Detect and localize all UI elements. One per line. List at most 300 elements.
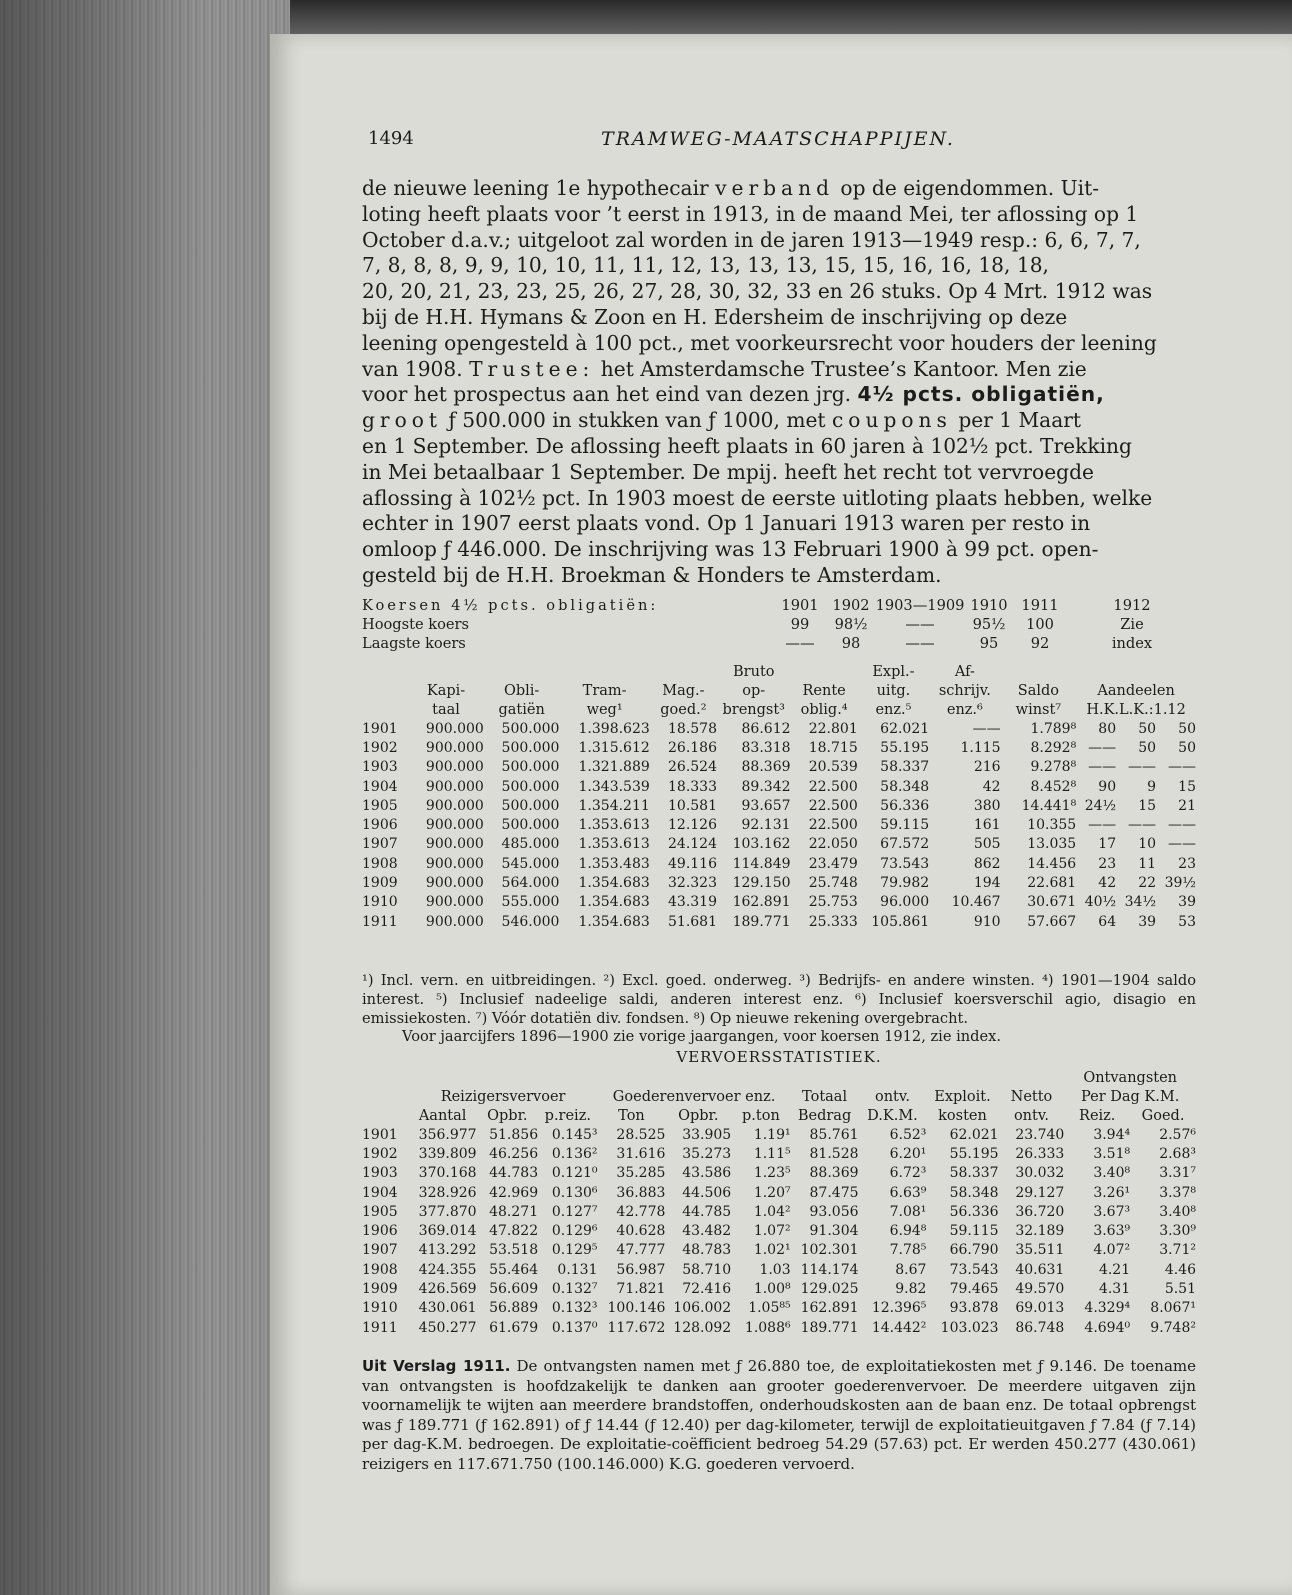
- column-header: ontv.: [874, 1088, 910, 1105]
- column-header: Af-: [954, 663, 975, 680]
- table-cell: 56.336: [880, 797, 930, 814]
- column-header: [362, 1106, 409, 1125]
- table-cell: 24.124: [668, 836, 717, 853]
- table-cell: 430.061: [418, 1300, 477, 1317]
- table-cell: 216: [973, 759, 1001, 776]
- table-cell: 18.578: [668, 720, 717, 737]
- table-cell: ——: [1088, 759, 1117, 776]
- table-cell: 93.056: [809, 1203, 859, 1220]
- table-cell: 25.748: [808, 875, 858, 892]
- body-line: leening opengesteld à 100 pct., met voorkeursrecht voor houders der leening: [362, 330, 1157, 355]
- table-cell: 23: [1098, 855, 1117, 872]
- table-cell: 1.19¹: [753, 1126, 791, 1143]
- table-cell: 0.136²: [551, 1145, 598, 1162]
- table-cell: 44.506: [682, 1184, 732, 1201]
- table-cell: 58.348: [949, 1184, 999, 1201]
- row-year: 1902: [362, 1145, 398, 1162]
- row-year: 1907: [362, 836, 398, 853]
- table-cell: 4.07²: [1093, 1242, 1131, 1259]
- body-text: [362, 176, 1196, 589]
- table-cell: 22: [1138, 875, 1157, 892]
- row-year: 1901: [362, 720, 398, 737]
- table-cell: 1.03: [759, 1261, 791, 1278]
- table-cell: 33.905: [682, 1126, 732, 1143]
- table-header-row: [362, 681, 1196, 700]
- column-header: [362, 681, 408, 700]
- column-header: uitg.: [876, 682, 911, 699]
- table-cell: 40.631: [1015, 1261, 1065, 1278]
- table-cell: 339.809: [418, 1145, 477, 1162]
- table-cell: ——: [1088, 817, 1117, 834]
- table-cell: 1.354.683: [578, 894, 650, 911]
- table-cell: 12.126: [668, 817, 717, 834]
- table-cell: 4.31: [1098, 1281, 1131, 1298]
- table-cell: 18.715: [808, 739, 858, 756]
- table-cell: 42: [1098, 875, 1117, 892]
- running-title: TRAMWEG-MAATSCHAPPIJEN.: [601, 128, 955, 150]
- table-cell: 14.456: [1027, 855, 1077, 872]
- table-cell: 426.569: [418, 1281, 477, 1298]
- row-year: 1910: [362, 894, 398, 911]
- table-row: [362, 719, 1196, 738]
- column-header: [362, 662, 408, 681]
- financial-results-table: [362, 662, 1196, 931]
- column-header: Reizigersvervoer: [440, 1088, 566, 1105]
- book-page-edges: [0, 0, 290, 1595]
- column-header: [408, 662, 484, 681]
- column-header: [791, 1068, 859, 1087]
- column-header: Expl.-: [872, 663, 915, 680]
- table-cell: 2.68³: [1159, 1145, 1196, 1162]
- table-cell: 500.000: [501, 817, 560, 834]
- table-cell: 48.783: [682, 1242, 732, 1259]
- table-cell: 31.616: [616, 1145, 666, 1162]
- table-cell: 1.23⁵: [753, 1165, 791, 1182]
- table-cell: 91.304: [809, 1223, 859, 1240]
- table-cell: 4.329⁴: [1084, 1300, 1131, 1317]
- table-cell: 0.132³: [551, 1300, 598, 1317]
- column-header: [477, 1068, 539, 1087]
- column-header: [926, 1068, 998, 1087]
- table-cell: 0.132⁷: [551, 1281, 598, 1298]
- table-cell: 96.000: [880, 894, 930, 911]
- table-cell: 114.849: [732, 855, 791, 872]
- table-cell: 15: [1178, 778, 1196, 795]
- table-cell: ——: [1168, 759, 1196, 776]
- table-cell: 413.292: [418, 1242, 477, 1259]
- table-cell: 128.092: [673, 1319, 732, 1336]
- table-cell: 1.315.612: [578, 739, 650, 756]
- table-cell: 900.000: [425, 817, 484, 834]
- table-cell: 1.00⁸: [753, 1281, 791, 1298]
- table-cell: 0.129⁶: [551, 1223, 598, 1240]
- table-cell: 14.442²: [871, 1319, 927, 1336]
- column-header: Tram-: [582, 682, 627, 699]
- table-cell: 546.000: [501, 913, 560, 930]
- table-cell: 53: [1178, 913, 1196, 930]
- table-cell: 34½: [1124, 894, 1157, 911]
- table-row: [362, 893, 1196, 912]
- row-year: 1911: [362, 1319, 398, 1336]
- table-cell: 380: [973, 797, 1001, 814]
- table-header-row: [362, 1106, 1196, 1125]
- column-header: [665, 1068, 731, 1087]
- column-header: Mag.-: [662, 682, 705, 699]
- column-header: Saldo: [1017, 682, 1059, 699]
- bold-heading-obligatien: 4½ pcts. obligatiën,: [857, 382, 1105, 407]
- column-header: Goed.: [1141, 1107, 1185, 1124]
- table-cell: 1.07²: [753, 1223, 791, 1240]
- table-cell: 5.51: [1164, 1281, 1196, 1298]
- column-header: op-: [742, 682, 766, 699]
- table-cell: 79.982: [880, 875, 930, 892]
- column-header: Aandeelen: [1097, 682, 1175, 699]
- page-header: [368, 128, 1188, 154]
- table-cell: 900.000: [425, 778, 484, 795]
- table-cell: 62.021: [949, 1126, 999, 1143]
- column-header: Aantal: [418, 1107, 467, 1124]
- row-year: 1909: [362, 1281, 398, 1298]
- table-cell: 22.681: [1027, 875, 1077, 892]
- table-cell: 9.748²: [1150, 1319, 1196, 1336]
- column-header: [362, 700, 408, 719]
- table-cell: 73.543: [949, 1261, 999, 1278]
- table-cell: 9.278⁸: [1030, 759, 1077, 776]
- table-cell: 59.115: [880, 817, 930, 834]
- table-cell: 35.285: [616, 1165, 666, 1182]
- table-cell: 450.277: [418, 1319, 477, 1336]
- table-cell: 7.08¹: [889, 1203, 927, 1220]
- table-cell: 4.21: [1098, 1261, 1131, 1278]
- table-cell: 1.353.613: [578, 817, 650, 834]
- table-cell: 500.000: [501, 797, 560, 814]
- table-cell: 90: [1098, 778, 1117, 795]
- table-cell: 564.000: [501, 875, 560, 892]
- table-cell: 42.778: [616, 1203, 666, 1220]
- table-cell: 0.129⁵: [551, 1242, 598, 1259]
- table-cell: 900.000: [425, 739, 484, 756]
- table-cell: 0.145³: [551, 1126, 598, 1143]
- column-header: [598, 1068, 666, 1087]
- table-cell: 30.671: [1027, 894, 1077, 911]
- table-row: [362, 738, 1196, 757]
- column-header: Bruto: [733, 663, 775, 680]
- table-cell: 10.467: [951, 894, 1001, 911]
- table-cell: ——: [1168, 817, 1196, 834]
- table-cell: 3.67³: [1093, 1203, 1131, 1220]
- table-cell: 4.694⁰: [1084, 1319, 1131, 1336]
- table-cell: 500.000: [501, 739, 560, 756]
- table-cell: 3.37⁸: [1159, 1184, 1196, 1201]
- table-cell: 3.40⁸: [1093, 1165, 1131, 1182]
- table-cell: 17: [1098, 836, 1117, 853]
- table-cell: 1.789⁸: [1030, 720, 1077, 737]
- table-row: [362, 873, 1196, 892]
- table-cell: 25.753: [808, 894, 858, 911]
- table-cell: 51.856: [489, 1126, 539, 1143]
- column-header: ontv.: [1013, 1107, 1049, 1124]
- table-cell: 50: [1138, 720, 1157, 737]
- table-cell: 86.612: [741, 720, 791, 737]
- column-header: enz.⁵: [875, 701, 912, 718]
- table-cell: 26.186: [668, 739, 717, 756]
- body-line: bij de H.H. Hymans & Zoon en H. Edersheim de inschrijving op deze: [362, 304, 1068, 329]
- table-cell: 93.878: [949, 1300, 999, 1317]
- table-cell: 106.002: [673, 1300, 732, 1317]
- table-cell: 23.740: [1015, 1126, 1065, 1143]
- table-cell: 88.369: [741, 759, 791, 776]
- table-cell: 40.628: [616, 1223, 666, 1240]
- table-cell: 47.822: [489, 1223, 539, 1240]
- table-cell: 6.72³: [889, 1165, 927, 1182]
- column-header: gatiën: [498, 701, 545, 718]
- table-cell: 56.336: [949, 1203, 999, 1220]
- table-cell: 117.672: [607, 1319, 666, 1336]
- column-header: Ton: [618, 1107, 645, 1124]
- table-cell: 500.000: [501, 720, 560, 737]
- body-line: 20, 20, 21, 23, 23, 25, 26, 27, 28, 30, 32, 33 en 26 stuks. Op 4 Mrt. 1912 was: [362, 279, 1153, 304]
- table-cell: 3.63⁹: [1093, 1223, 1131, 1240]
- body-line: de nieuwe leening 1e hypothecair verband op de eigendommen. Uit-: [362, 176, 1100, 200]
- column-header: taal: [432, 701, 460, 718]
- vervoer-title: VERVOERSSTATISTIEK.: [676, 1048, 882, 1066]
- body-line: loting heeft plaats voor ’t eerst in 1913, in de maand Mei, ter aflossing op 1: [362, 201, 1139, 226]
- table-cell: 1.354.683: [578, 875, 650, 892]
- column-header: Reiz.: [1079, 1107, 1116, 1124]
- table-cell: 1.353.483: [578, 855, 650, 872]
- column-header: [409, 1068, 477, 1087]
- column-header: [859, 1068, 927, 1087]
- report-heading: Uit Verslag 1911.: [362, 1357, 511, 1375]
- table-cell: 369.014: [418, 1223, 477, 1240]
- table-cell: 8.067¹: [1150, 1300, 1196, 1317]
- column-header: Opbr.: [678, 1107, 719, 1124]
- table-header-row: [362, 1068, 1196, 1087]
- column-header: Totaal: [802, 1088, 848, 1105]
- body-line: in Mei betaalbaar 1 September. De mpij. heeft het recht tot vervroegde: [362, 459, 1094, 484]
- table-row: [362, 1125, 1196, 1144]
- table-row: [362, 1202, 1196, 1221]
- table-cell: 3.40⁸: [1159, 1203, 1196, 1220]
- body-line: gesteld bij de H.H. Broekman & Honders te Amsterdam.: [362, 562, 942, 587]
- table-cell: 11: [1138, 855, 1157, 872]
- table-cell: 3.51⁸: [1093, 1145, 1131, 1162]
- table-cell: 103.162: [732, 836, 791, 853]
- table-cell: 500.000: [501, 759, 560, 776]
- table-cell: 55.464: [489, 1261, 539, 1278]
- table-cell: 1.321.889: [578, 759, 650, 776]
- table-cell: 910: [973, 913, 1001, 930]
- koersen-label: Koersen 4½ pcts. obligatiën:: [362, 597, 659, 614]
- table-cell: 15: [1138, 797, 1157, 814]
- table-cell: ——: [1128, 759, 1157, 776]
- row-year: 1908: [362, 855, 398, 872]
- table-cell: 505: [973, 836, 1001, 853]
- table-cell: 900.000: [425, 875, 484, 892]
- table-cell: 87.475: [809, 1184, 859, 1201]
- table-cell: 1.354.683: [578, 913, 650, 930]
- body-line: October d.a.v.; uitgeloot zal worden in de jaren 1913—1949 resp.: 6, 6, 7, 7,: [362, 227, 1141, 252]
- table-cell: 6.52³: [889, 1126, 927, 1143]
- body-line: groot ƒ 500.000 in stukken van ƒ 1000, met coupons per 1 Maart: [362, 408, 1082, 433]
- table-cell: 3.71²: [1159, 1242, 1196, 1259]
- table-cell: 189.771: [732, 913, 791, 930]
- column-header: [791, 662, 858, 681]
- table-cell: 1.04²: [753, 1203, 791, 1220]
- table-cell: 73.543: [880, 855, 930, 872]
- table-cell: 22.801: [808, 720, 858, 737]
- table-cell: 1.398.623: [578, 720, 650, 737]
- table-cell: 44.785: [682, 1203, 732, 1220]
- column-header: [1001, 662, 1077, 681]
- table-cell: 71.821: [616, 1281, 666, 1298]
- column-header: oblig.⁴: [800, 701, 848, 718]
- table-cell: 21: [1178, 797, 1196, 814]
- table-cell: 20.539: [808, 759, 858, 776]
- table-cell: 42.969: [489, 1184, 539, 1201]
- table-cell: 22.050: [808, 836, 858, 853]
- table-cell: 46.256: [489, 1145, 539, 1162]
- table-cell: 3.30⁹: [1159, 1223, 1196, 1240]
- table-cell: 80: [1098, 720, 1117, 737]
- table-cell: 43.586: [682, 1165, 732, 1182]
- table-cell: 862: [973, 855, 1001, 872]
- table-cell: 900.000: [425, 855, 484, 872]
- table-cell: 1.05⁸⁵: [748, 1300, 791, 1317]
- table-row: [362, 1164, 1196, 1183]
- table-cell: 81.528: [809, 1145, 859, 1162]
- footnote-text: ¹) Incl. vern. en uitbreidingen. ²) Excl. goed. onderweg. ³) Bedrijfs- en andere winsten. ⁴) 1901—1904 saldo interest. ⁵) Inclusief nadeelige saldi, anderen interest enz. ⁶) Inclusief koersverschil agio, disagio en emissiekosten. ⁷) Vóór dotatiën div. fondsen. ⁸) Op nieuwe rekening overgebracht.: [362, 972, 1196, 1027]
- table-cell: 900.000: [425, 894, 484, 911]
- table-cell: 328.926: [418, 1184, 477, 1201]
- table-row: [362, 1241, 1196, 1260]
- table-cell: 9.82: [895, 1281, 927, 1298]
- table-cell: 1.115: [960, 739, 1001, 756]
- table-row: [362, 912, 1196, 931]
- table-row: [362, 854, 1196, 873]
- body-line: voor het prospectus aan het eind van dezen jrg. 4½ pcts. obligatiën,: [362, 382, 1105, 407]
- column-header: enz.⁶: [946, 701, 983, 718]
- annual-report-summary: [362, 1357, 1196, 1475]
- table-cell: 47.777: [616, 1242, 666, 1259]
- table-cell: ——: [972, 720, 1001, 737]
- column-header: [650, 662, 717, 681]
- table-cell: 1.02¹: [753, 1242, 791, 1259]
- table-cell: 8.67: [895, 1261, 927, 1278]
- table-cell: 30.032: [1015, 1165, 1065, 1182]
- row-year: 1902: [362, 739, 398, 756]
- table-cell: 0.127⁷: [551, 1203, 598, 1220]
- table-cell: 43.482: [682, 1223, 732, 1240]
- table-cell: 49.116: [668, 855, 717, 872]
- table-cell: 0.131: [557, 1261, 598, 1278]
- row-year: 1905: [362, 1203, 398, 1220]
- table-cell: 93.657: [741, 797, 791, 814]
- table-cell: 35.511: [1015, 1242, 1065, 1259]
- table-cell: ——: [1128, 817, 1157, 834]
- column-header: kosten: [938, 1107, 987, 1124]
- body-line: echter in 1907 eerst plaats vond. Op 1 Januari 1913 waren per resto in: [362, 511, 1091, 536]
- column-header: Kapi-: [426, 682, 466, 699]
- table-cell: 29.127: [1015, 1184, 1065, 1201]
- table-cell: 22.500: [808, 778, 858, 795]
- table-cell: 50: [1178, 739, 1196, 756]
- table-cell: 6.20¹: [889, 1145, 927, 1162]
- table-cell: 102.301: [800, 1242, 859, 1259]
- row-year: 1904: [362, 778, 398, 795]
- table-cell: 129.150: [732, 875, 791, 892]
- table-cell: 58.710: [682, 1261, 732, 1278]
- table-cell: 24½: [1084, 797, 1117, 814]
- table-cell: 129.025: [800, 1281, 859, 1298]
- table-cell: 48.271: [489, 1203, 539, 1220]
- column-header: [538, 1068, 597, 1087]
- row-year: 1901: [362, 1126, 398, 1143]
- table-cell: 62.021: [880, 720, 930, 737]
- column-header: schrijv.: [938, 682, 991, 699]
- table-cell: 58.337: [949, 1165, 999, 1182]
- table-row: [362, 1183, 1196, 1202]
- table-cell: 8.452⁸: [1030, 778, 1077, 795]
- table-cell: 485.000: [501, 836, 560, 853]
- table-cell: 900.000: [425, 797, 484, 814]
- table-cell: 1.353.613: [578, 836, 650, 853]
- table-cell: 10: [1138, 836, 1157, 853]
- table-cell: 162.891: [800, 1300, 859, 1317]
- column-header: Goederenvervoer enz.: [612, 1088, 776, 1105]
- table-row: [362, 1318, 1196, 1337]
- row-year: 1906: [362, 817, 398, 834]
- transport-statistics-table: [362, 1068, 1196, 1337]
- table-cell: 53.518: [489, 1242, 539, 1259]
- table-cell: 39: [1178, 894, 1196, 911]
- table-row: [362, 1260, 1196, 1279]
- koersen-table: Koersen 4½ pcts. obligatiën: 1901 1902 1903—1909 1910 1911 1912 Hoogste koers 99 98½ —— 95½ 100 Zie Laagste koers —— 98 —— 95 92 index: [362, 597, 1153, 652]
- table-cell: 6.94⁸: [889, 1223, 927, 1240]
- table-cell: 22.500: [808, 797, 858, 814]
- table-cell: 105.861: [871, 913, 930, 930]
- table-cell: 66.790: [949, 1242, 999, 1259]
- table-cell: 58.337: [880, 759, 930, 776]
- table-cell: 49.570: [1015, 1281, 1065, 1298]
- column-header: [362, 1087, 409, 1106]
- table-cell: 545.000: [501, 855, 560, 872]
- column-header: Per Dag K.M.: [1081, 1088, 1180, 1105]
- table-cell: 26.333: [1015, 1145, 1065, 1162]
- table-cell: 56.987: [616, 1261, 666, 1278]
- table-cell: 23.479: [808, 855, 858, 872]
- column-header: winst⁷: [1015, 701, 1062, 718]
- table-cell: 6.63⁹: [889, 1184, 927, 1201]
- table-row: [362, 758, 1196, 777]
- table-cell: 9: [1147, 778, 1157, 795]
- table-cell: 3.31⁷: [1159, 1165, 1196, 1182]
- table-footnotes: [362, 972, 1196, 1047]
- koersen-row-label: Hoogste koers: [362, 616, 470, 633]
- table-cell: 4.46: [1164, 1261, 1196, 1278]
- table-cell: 51.681: [668, 913, 717, 930]
- table-cell: 42: [982, 778, 1001, 795]
- table-cell: 50: [1178, 720, 1196, 737]
- row-year: 1905: [362, 797, 398, 814]
- table-header-row: [362, 700, 1196, 719]
- table-cell: 370.168: [418, 1165, 477, 1182]
- column-header: Ontvangsten: [1083, 1069, 1178, 1086]
- row-year: 1903: [362, 759, 398, 776]
- table-cell: 44.783: [489, 1165, 539, 1182]
- table-header-row: [362, 662, 1196, 681]
- table-cell: 1.354.211: [578, 797, 650, 814]
